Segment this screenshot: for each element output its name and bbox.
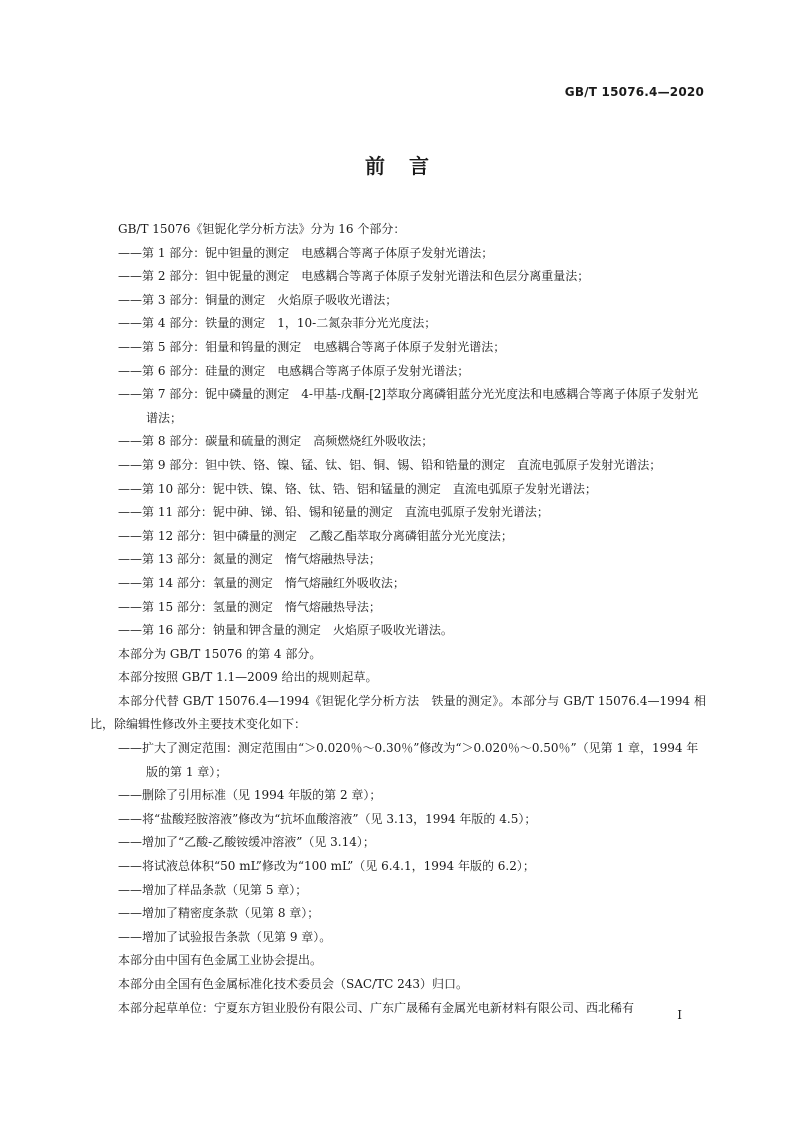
part-item-6: ——第 6 部分：硅量的测定 电感耦合等离子体原子发射光谱法；	[118, 363, 470, 378]
part-item-1: ——第 1 部分：铌中钽量的测定 电感耦合等离子体原子发射光谱法；	[118, 245, 494, 260]
part-item-13: ——第 13 部分：氮量的测定 惰气熔融热导法；	[118, 552, 381, 567]
part-item-14: ——第 14 部分：氧量的测定 惰气熔融红外吸收法；	[118, 575, 405, 590]
part-item-5: ——第 5 部分：钼量和钨量的测定 电感耦合等离子体原子发射光谱法；	[118, 339, 506, 354]
drafting-units-paragraph: 本部分起草单位：宁夏东方钽业股份有限公司、广东广晟稀有金属光电新材料有限公司、西北稀有	[118, 1000, 635, 1015]
part-item-4: ——第 4 部分：铁量的测定 1，10-二氮杂菲分光光度法；	[118, 316, 437, 331]
change-item-2: ——删除了引用标准（见 1994 年版的第 2 章）；	[118, 788, 382, 803]
drafting-rules-paragraph: 本部分按照 GB/T 1.1—2009 给出的规则起草。	[118, 670, 378, 685]
part-item-10: ——第 10 部分：铌中铁、镍、铬、钛、锆、铝和锰量的测定 直流电弧原子发射光谱法；	[118, 481, 597, 496]
change-item-8: ——增加了试验报告条款（见第 9 章）。	[118, 929, 332, 944]
page-number: I	[677, 1008, 682, 1022]
change-item-1: ——扩大了测定范围：测定范围由“＞0.020％～0.30％”修改为“＞0.020％～0.50％”（见第 1 章，1994 年版的第 1 章）；	[118, 741, 699, 779]
change-item-5: ——将试液总体积“50 mL”修改为“100 mL”（见 6.4.1，1994 年版的 6.2）；	[118, 859, 535, 874]
managed-by-paragraph: 本部分由全国有色金属标准化技术委员会（SAC/TC 243）归口。	[118, 977, 469, 991]
change-item-4: ——增加了“乙酸-乙酸铵缓冲溶液”（见 3.14）；	[118, 835, 375, 850]
change-item-6: ——增加了样品条款（见第 5 章）；	[118, 882, 308, 897]
part-item-12: ——第 12 部分：钽中磷量的测定 乙酸乙酯萃取分离磷钼蓝分光光度法；	[118, 528, 513, 543]
part-item-7: ——第 7 部分：铌中磷量的测定 4-甲基-戊酮-[2]萃取分离磷钼蓝分光光度法和电感耦合等离子体原子发射光谱法；	[118, 387, 699, 425]
standard-number: GB/T 15076.4—2020	[564, 85, 704, 99]
part-item-16: ——第 16 部分：钠量和钾含量的测定 火焰原子吸收光谱法。	[118, 623, 453, 638]
part-item-15: ——第 15 部分：氢量的测定 惰气熔融热导法；	[118, 599, 381, 614]
intro-paragraph: GB/T 15076《钽铌化学分析方法》分为 16 个部分：	[118, 222, 406, 236]
part-item-8: ——第 8 部分：碳量和硫量的测定 高频燃烧红外吸收法；	[118, 434, 434, 449]
change-item-3: ——将“盐酸羟胺溶液”修改为“抗坏血酸溶液”（见 3.13，1994 年版的 4.5）；	[118, 811, 537, 826]
part4-paragraph: 本部分为 GB/T 15076 的第 4 部分。	[118, 646, 322, 661]
page-title: 前言	[365, 154, 453, 178]
change-item-7: ——增加了精密度条款（见第 8 章）；	[118, 906, 320, 921]
replacement-paragraph: 本部分代替 GB/T 15076.4—1994《钽铌化学分析方法 铁量的测定》。本部分与 GB/T 15076.4—1994 相比，除编辑性修改外主要技术变化如下：	[90, 693, 706, 732]
proposed-by-paragraph: 本部分由中国有色金属工业协会提出。	[118, 953, 323, 968]
part-item-11: ——第 11 部分：铌中砷、锑、铅、锡和铋量的测定 直流电弧原子发射光谱法；	[118, 505, 549, 520]
part-item-9: ——第 9 部分：钽中铁、铬、镍、锰、钛、铝、铜、锡、铅和锆量的测定 直流电弧原子发射光谱法；	[118, 457, 662, 472]
part-item-2: ——第 2 部分：钽中铌量的测定 电感耦合等离子体原子发射光谱法和色层分离重量法；	[118, 269, 590, 284]
part-item-3: ——第 3 部分：铜量的测定 火焰原子吸收光谱法；	[118, 292, 398, 307]
document-body	[90, 218, 706, 1020]
